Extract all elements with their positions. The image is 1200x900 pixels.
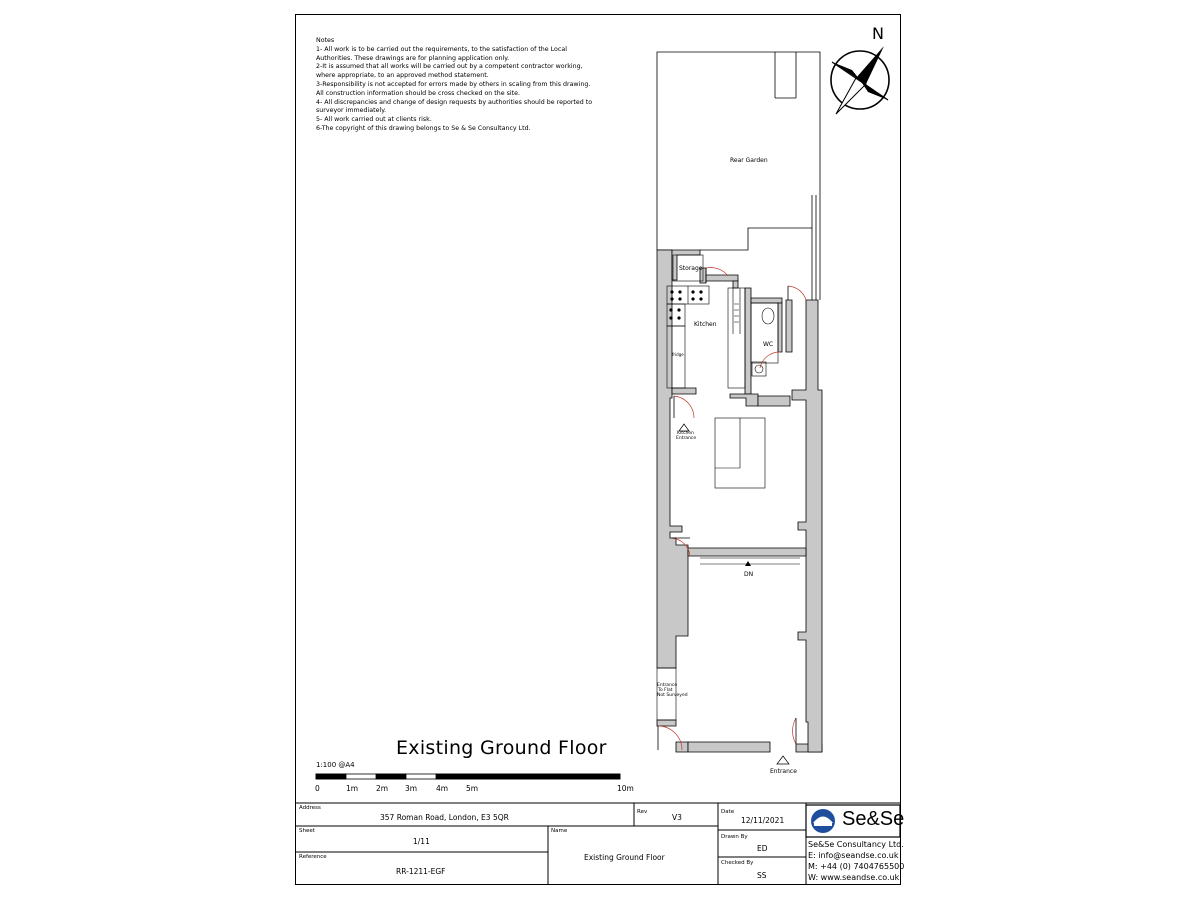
notes-line: 2-It is assumed that all works will be carried out by a competent contractor working, <box>316 63 583 71</box>
reference-value: RR-1211-EGF <box>396 867 446 876</box>
room-label-kitchen: Kitchen <box>694 321 717 328</box>
date-label: Date <box>721 809 735 815</box>
notes-line: surveyor immediately. <box>316 107 387 115</box>
door-leaves <box>658 268 796 750</box>
dn-label: DN <box>744 571 754 578</box>
notes-line: 5- All work carried out at clients risk. <box>316 116 432 124</box>
sheet-value: 1/11 <box>413 837 430 846</box>
scale-tick: 2m <box>376 784 389 793</box>
name-label: Name <box>551 828 568 834</box>
drawn-by-label: Drawn By <box>721 834 748 840</box>
scale-tick: 5m <box>466 784 479 793</box>
front-entrance-label: Entrance <box>770 768 797 775</box>
rev-value: V3 <box>672 813 682 822</box>
scale-tick: 1m <box>346 784 359 793</box>
sink-icon <box>734 304 739 322</box>
room-label-rear-garden: Rear Garden <box>730 157 768 164</box>
kitchen-entrance-marker-icon <box>679 424 689 431</box>
company-web: W: www.seandse.co.uk <box>808 873 900 882</box>
flat-entrance-label-2: To Flat <box>658 688 673 693</box>
fridge-label: fridge <box>672 352 684 357</box>
checked-by-label: Checked By <box>721 860 754 866</box>
company-email: E: info@seandse.co.uk <box>808 851 899 860</box>
scale-bar <box>316 774 620 779</box>
notes-line: All construction information should be cross checked on the site. <box>316 89 521 97</box>
flat-entrance-label-3: Not Surveyed <box>657 693 688 698</box>
address-label: Address <box>299 805 321 811</box>
rear-garden-outline <box>657 52 820 300</box>
dn-arrow-icon <box>745 561 751 566</box>
notes-line: 4- All discrepancies and change of design requests by authorities should be reported to <box>316 98 593 106</box>
drawing-title: Existing Ground Floor <box>396 737 607 759</box>
scale-tick: 0 <box>315 784 320 793</box>
name-value: Existing Ground Floor <box>584 853 665 862</box>
door-swings <box>658 268 806 750</box>
company-logo-text: Se&Se <box>842 808 905 830</box>
notes-heading: Notes <box>316 37 335 44</box>
kitchen-entrance-label-2: Entrance <box>676 436 697 441</box>
notes-line: 6-The copyright of this drawing belongs to Se & Se Consultancy Ltd. <box>316 124 531 132</box>
kitchen-entrance-label-1: Kitchen <box>677 431 694 436</box>
room-label-wc: WC <box>763 341 774 348</box>
date-value: 12/11/2021 <box>741 816 785 825</box>
scale-tick: 3m <box>405 784 418 793</box>
front-entrance-marker-icon <box>777 756 789 764</box>
scale-tick: 4m <box>436 784 449 793</box>
company-name: Se&Se Consultancy Ltd. <box>808 840 904 849</box>
reference-label: Reference <box>299 854 327 860</box>
sheet-label: Sheet <box>299 828 315 834</box>
scale-label: 1:100 @A4 <box>316 761 355 769</box>
hob-icon <box>669 290 702 319</box>
company-phone: M: +44 (0) 7404765500 <box>808 862 905 871</box>
notes-line: Authorities. These drawings are for planning application only. <box>316 54 510 62</box>
drawn-by-value: ED <box>757 844 768 853</box>
scale-tick: 10m <box>617 784 634 793</box>
notes-line: 3-Responsibility is not accepted for errors made by others in scaling from this drawing. <box>316 80 591 88</box>
rev-label: Rev <box>637 809 648 815</box>
building-walls <box>657 250 822 752</box>
notes-line: 1- All work is to be carried out the requirements, to the satisfaction of the Local <box>316 45 567 53</box>
flat-entrance-label-1: Entrance <box>657 683 678 688</box>
address-value: 357 Roman Road, London, E3 5QR <box>380 813 509 822</box>
north-label: N <box>872 24 884 43</box>
north-arrow-icon <box>831 46 889 114</box>
room-label-storage: Storage <box>679 265 703 272</box>
checked-by-value: SS <box>757 871 767 880</box>
notes-line: where appropriate, to an approved method statement. <box>316 72 489 80</box>
